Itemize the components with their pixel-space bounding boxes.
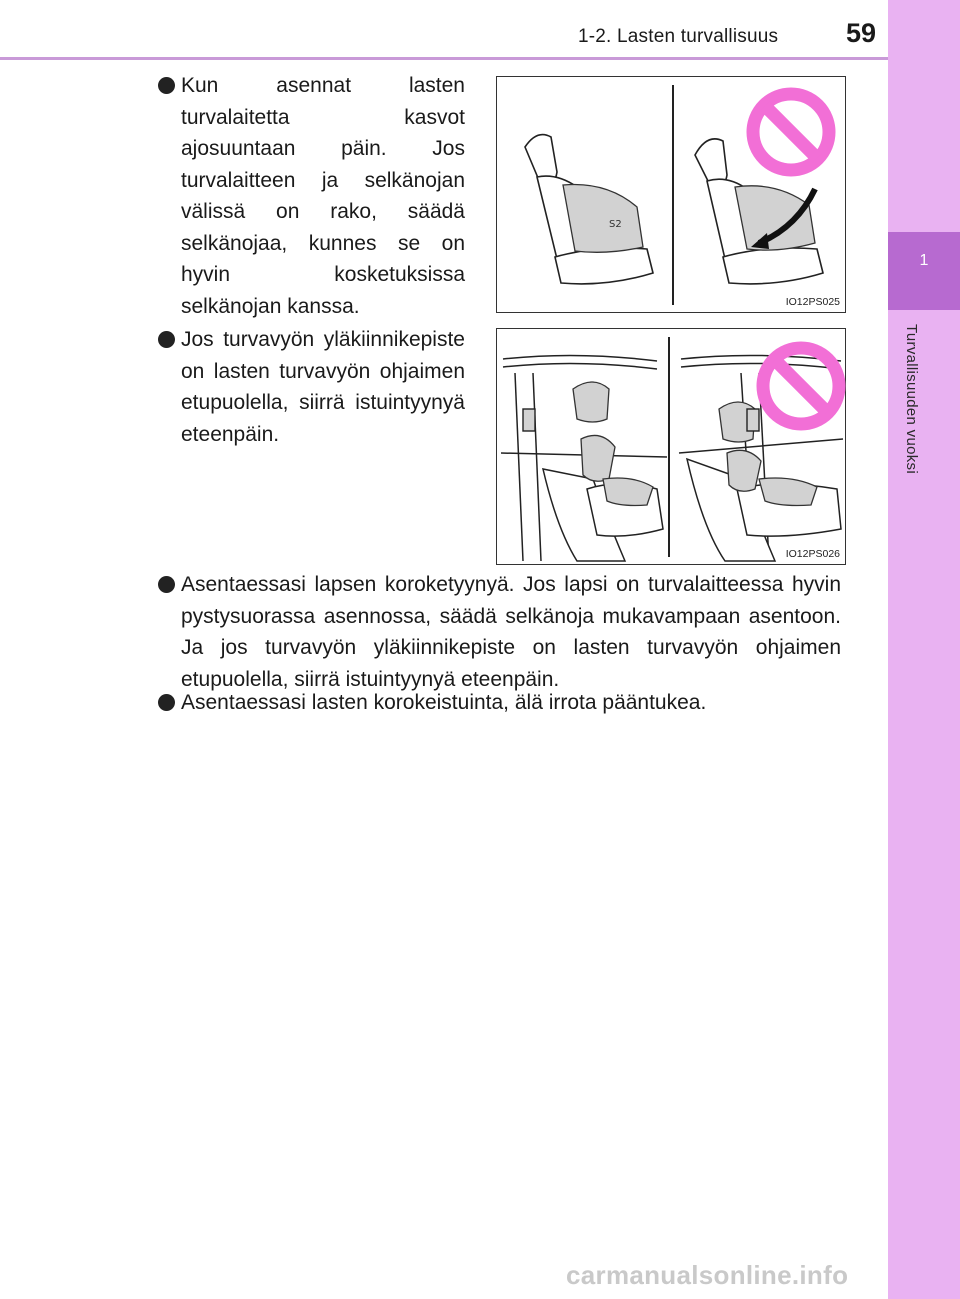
bullet-text: Jos turvavyön yläkiinnikepiste on lasten turvavyön ohjaimen etupuolella, siirrä istuintyynyä eteenpäin. (181, 328, 465, 446)
bullet-dot-icon (158, 77, 175, 94)
bullet-item (181, 70, 465, 322)
bullet-text: Asentaessasi lapsen koroketyynyä. Jos lapsi on turvalaitteessa hyvin pystysuorassa asennossa, säädä selkänoja mukavampaan asentoon. Ja jos turvavyön yläkiinnikepiste on lasten turvavyön ohjaimen etupuolella, siirrä istuintyynyä eteenpäin. (181, 573, 841, 691)
watermark: carmanualsonline.info (566, 1260, 849, 1290)
bullet-dot-icon (158, 576, 175, 593)
chapter-title: Turvallisuuden vuoksi (903, 324, 920, 474)
svg-text:S2: S2 (609, 219, 622, 230)
page-number: 59 (846, 18, 877, 48)
seat-illustration (497, 77, 847, 314)
bullet-item (181, 324, 465, 450)
figure-code: IO12PS025 (785, 296, 840, 308)
bullet-dot-icon (158, 331, 175, 348)
bullet-text: Kun asennat lasten turvalaitetta kasvot ajosuuntaan päin. Jos turvalaitteen ja selkänojan välissä on rako, säädä selkänojaa, kunnes se on hyvin kosketuksissa selkänojan kanssa. (181, 74, 465, 318)
seat-belt-illustration (497, 329, 847, 566)
chapter-number: 1 (919, 252, 929, 269)
figure-belt-anchor (496, 328, 846, 565)
header-rule (0, 57, 888, 60)
figure-seat-gap (496, 76, 846, 313)
bullet-dot-icon (158, 694, 175, 711)
section-title: 1-2. Lasten turvallisuus (578, 26, 779, 47)
prohibition-icon (753, 94, 829, 170)
bullet-item (181, 569, 841, 695)
prohibition-icon (763, 348, 839, 424)
bullet-text: Asentaessasi lasten korokeistuinta, älä irrota pääntukea. (181, 691, 707, 714)
chapter-side-tab (888, 0, 960, 1299)
figure-code: IO12PS026 (785, 548, 840, 560)
chapter-number-block (888, 232, 960, 310)
bullet-item (181, 687, 841, 719)
